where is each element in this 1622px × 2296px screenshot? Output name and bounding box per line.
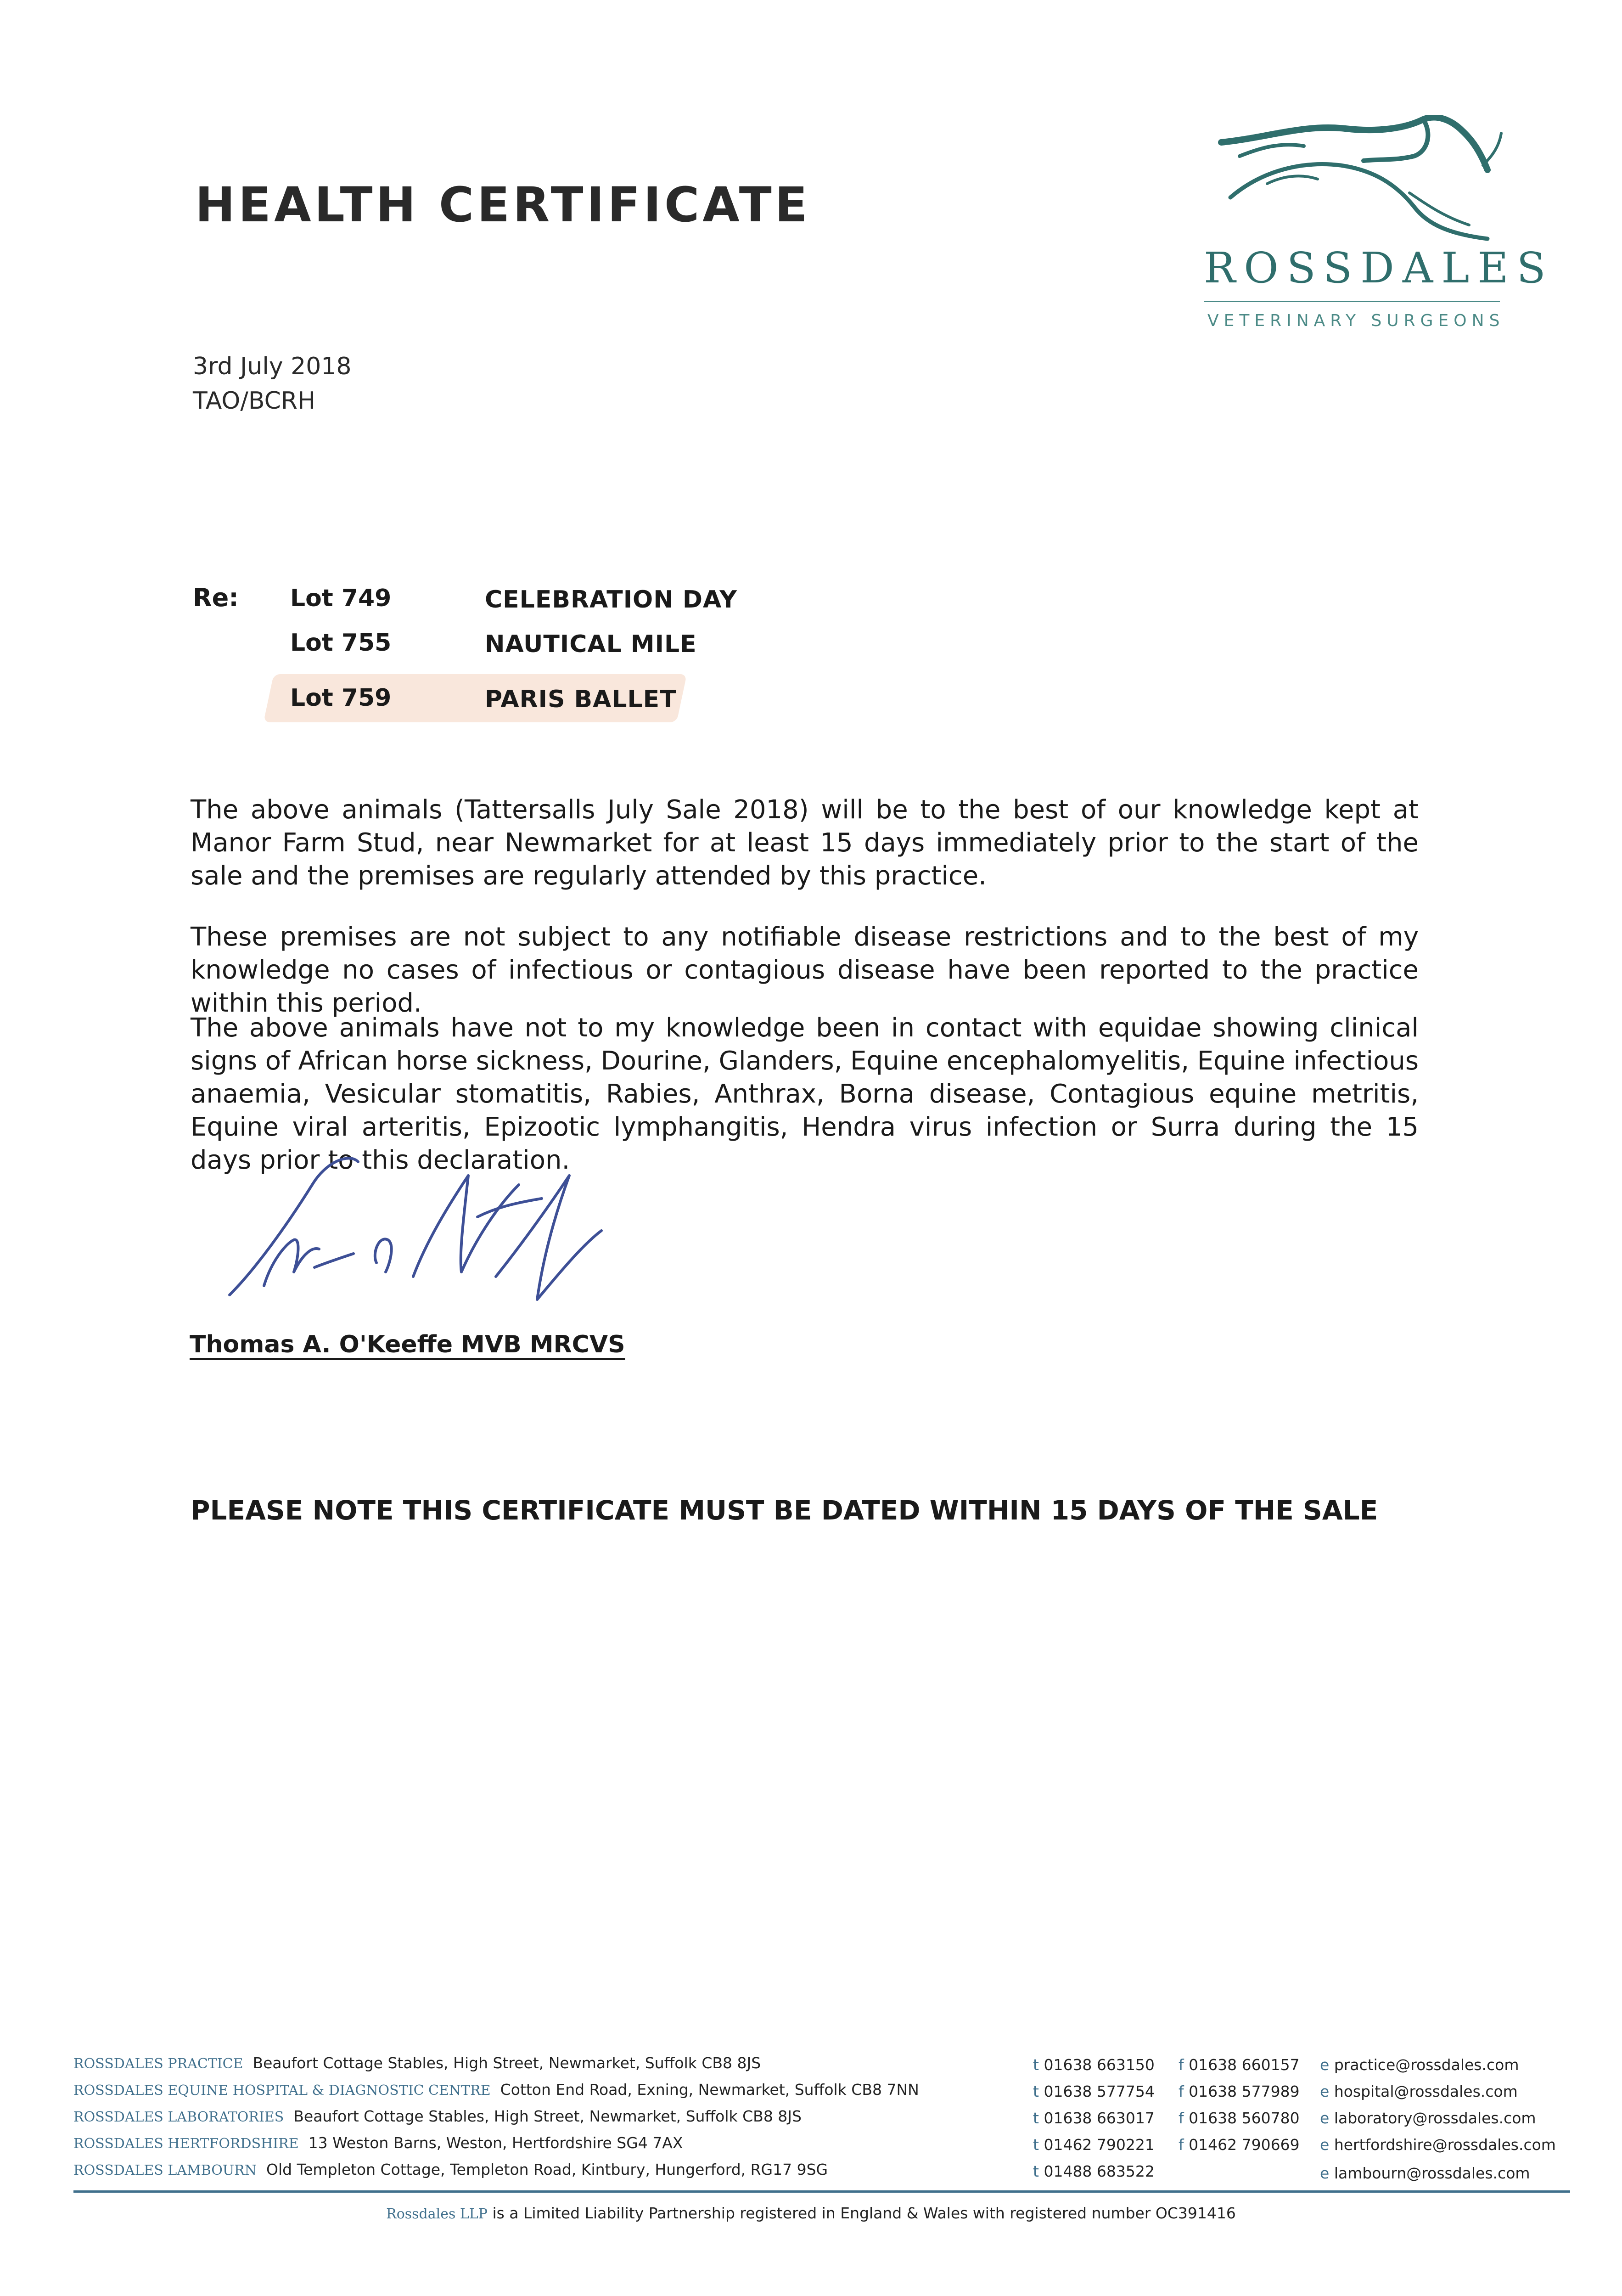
document-title: HEALTH CERTIFICATE xyxy=(195,177,811,233)
office-fax: f 01638 660157 xyxy=(1179,2056,1300,2074)
body-paragraph: The above animals (Tattersalls July Sale 2018) will be to the best of our knowledge kept at Manor Farm Stud, near Newmarket for at least 15 days immediately prior to the start of the sale and the premises are regularly attended by this practice. xyxy=(191,795,1419,891)
office-address: Cotton End Road, Exning, Newmarket, Suffolk CB8 7NN xyxy=(500,2081,919,2099)
llp-text: is a Limited Liability Partnership registered in England & Wales with registered number OC391416 xyxy=(492,2204,1236,2222)
office-address: Old Templeton Cottage, Templeton Road, Kintbury, Hungerford, RG17 9SG xyxy=(266,2161,828,2178)
office-address: Beaufort Cottage Stables, High Street, Newmarket, Suffolk CB8 8JS xyxy=(253,2054,761,2072)
brand-tagline: VETERINARY SURGEONS xyxy=(1207,311,1505,330)
office-name: ROSSDALES PRACTICE xyxy=(73,2056,243,2072)
footer-office xyxy=(73,2134,683,2152)
brand-name: ROSSDALES xyxy=(1204,243,1554,293)
office-name: ROSSDALES EQUINE HOSPITAL & DIAGNOSTIC CENTRE xyxy=(73,2082,491,2099)
office-email: e lambourn@rossdales.com xyxy=(1320,2164,1530,2182)
llp-registration xyxy=(0,2204,1622,2222)
horse-name: CELEBRATION DAY xyxy=(485,586,737,613)
letter-date: 3rd July 2018 xyxy=(193,353,352,380)
horse-logo-icon xyxy=(1212,115,1506,243)
office-fax: f 01638 560780 xyxy=(1179,2109,1300,2127)
office-fax: f 01462 790669 xyxy=(1179,2136,1300,2154)
office-email: e practice@rossdales.com xyxy=(1320,2056,1519,2074)
body-paragraph: The above animals have not to my knowledge been in contact with equidae showing clinical signs of African horse sickness, Dourine, Glanders, Equine encephalomyelitis, Equine infectious anaemia, Vesicular stomatitis, Rabies, Anthrax, Borna disease, Contagious equine metritis, Equine viral arteritis, Epizootic lymphangitis, Hendra virus infection or Surra during the 15 days prior to this declaration. xyxy=(191,1013,1419,1175)
office-phone: t 01638 577754 xyxy=(1033,2082,1155,2100)
office-email: e hospital@rossdales.com xyxy=(1320,2082,1518,2100)
sale-date-notice: PLEASE NOTE THIS CERTIFICATE MUST BE DATED WITHIN 15 DAYS OF THE SALE xyxy=(191,1495,1378,1526)
office-email: e hertfordshire@rossdales.com xyxy=(1320,2136,1556,2154)
office-fax: f 01638 577989 xyxy=(1179,2082,1300,2100)
footer-office xyxy=(73,2081,919,2099)
re-label: Re: xyxy=(193,583,239,612)
office-name: ROSSDALES LAMBOURN xyxy=(73,2162,257,2178)
lot-number: Lot 749 xyxy=(290,585,392,612)
signatory-name: Thomas A. O'Keeffe MVB MRCVS xyxy=(190,1331,625,1358)
footer-office xyxy=(73,2107,802,2125)
office-phone: t 01488 683522 xyxy=(1033,2162,1155,2180)
office-email: e laboratory@rossdales.com xyxy=(1320,2109,1536,2127)
handwritten-signature xyxy=(220,1148,615,1341)
footer-office xyxy=(73,2161,828,2178)
body-paragraph: These premises are not subject to any notifiable disease restrictions and to the best of my knowledge no cases of infectious or contagious disease have been reported to the practice within this period. xyxy=(191,922,1419,1018)
logo-divider xyxy=(1204,301,1500,302)
llp-name: Rossdales LLP xyxy=(386,2206,488,2222)
office-phone: t 01462 790221 xyxy=(1033,2136,1155,2154)
office-phone: t 01638 663150 xyxy=(1033,2056,1155,2074)
office-address: Beaufort Cottage Stables, High Street, Newmarket, Suffolk CB8 8JS xyxy=(293,2107,802,2125)
footer-office xyxy=(73,2054,761,2072)
footer-divider xyxy=(73,2190,1570,2193)
horse-name: PARIS BALLET xyxy=(485,686,677,713)
horse-name: NAUTICAL MILE xyxy=(485,630,697,658)
lot-number: Lot 759 xyxy=(290,684,392,712)
office-phone: t 01638 663017 xyxy=(1033,2109,1155,2127)
office-name: ROSSDALES HERTFORDSHIRE xyxy=(73,2136,299,2152)
office-name: ROSSDALES LABORATORIES xyxy=(73,2109,284,2125)
lot-number: Lot 755 xyxy=(290,629,392,657)
office-address: 13 Weston Barns, Weston, Hertfordshire SG4 7AX xyxy=(308,2134,683,2152)
letter-reference: TAO/BCRH xyxy=(193,387,316,415)
